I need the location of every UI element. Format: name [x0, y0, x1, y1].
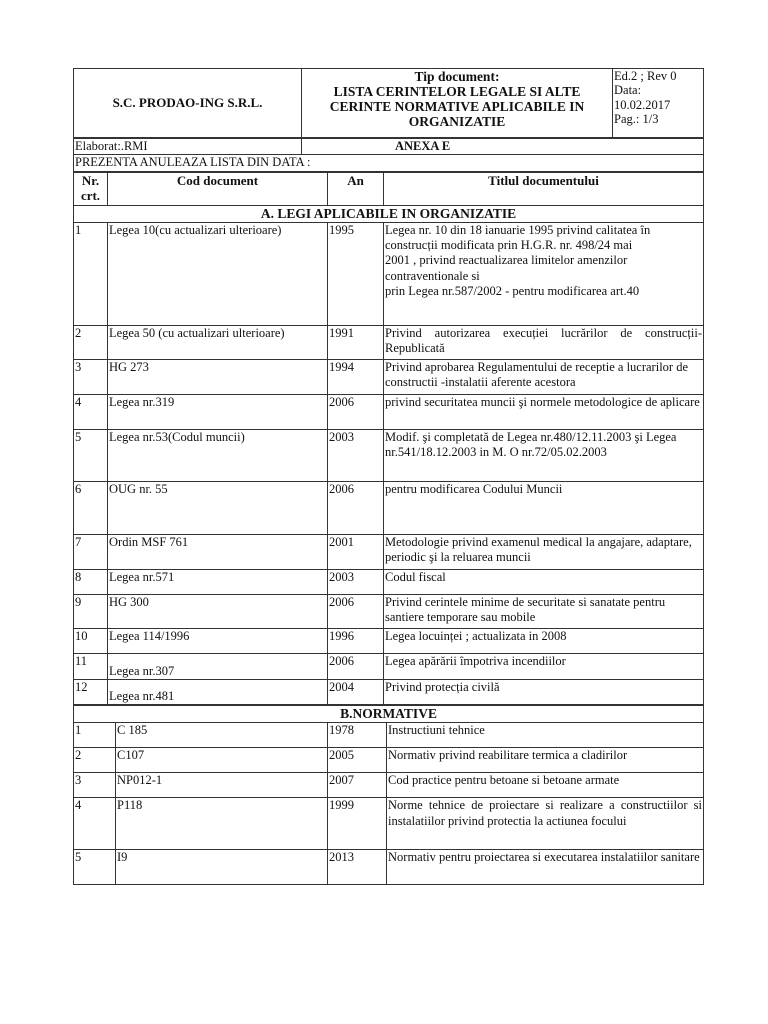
row-titlu: Metodologie privind examenul medical la angajare, adaptare, periodic şi la reluarea muncii [384, 534, 704, 569]
document-title-cell [302, 69, 613, 138]
table-row [74, 569, 704, 594]
row-titlu: Privind protecția civilă [384, 679, 704, 704]
row-cod: Legea nr.319 [108, 394, 328, 429]
table-row [74, 359, 704, 394]
row-titlu: Cod practice pentru betoane si betoane armate [387, 773, 704, 798]
row-cod: P118 [116, 798, 328, 850]
row-nr: 7 [74, 534, 108, 569]
row-titlu: Privind autorizarea execuției lucrărilor de construcții- Republicată [384, 325, 704, 359]
row-cod: Legea 50 (cu actualizari ulterioare) [108, 325, 328, 359]
page-number: Pag.: 1/3 [614, 112, 659, 127]
section-b-table [73, 705, 704, 885]
row-cod: Legea 114/1996 [108, 628, 328, 653]
document-page [73, 68, 703, 885]
row-nr: 2 [74, 325, 108, 359]
row-an: 2003 [328, 569, 384, 594]
column-header-an: An [328, 172, 384, 205]
row-nr: 5 [74, 850, 116, 885]
row-cod: Legea nr.307 [108, 653, 328, 679]
row-titlu-line: 2001 , privind reactualizarea limitelor amenzilor contraventionale si [385, 253, 628, 283]
table-row [74, 534, 704, 569]
row-titlu: pentru modificarea Codului Muncii [384, 481, 704, 534]
table-row [74, 679, 704, 704]
annuls-text: PREZENTA ANULEAZA LISTA DIN DATA : [74, 155, 704, 171]
row-cod: HG 300 [108, 594, 328, 628]
table-row [74, 394, 704, 429]
row-an: 1978 [328, 723, 387, 748]
row-cod: I9 [116, 850, 328, 885]
table-row [74, 325, 704, 359]
row-nr: 9 [74, 594, 108, 628]
row-cod: Legea 10(cu actualizari ulterioare) [108, 222, 328, 325]
row-titlu: Norme tehnice de proiectare si realizare a constructiilor si instalatiilor privind protectia la actiunea focului [387, 798, 704, 850]
annex-label: ANEXA E [302, 139, 704, 155]
row-an: 2006 [328, 481, 384, 534]
table-row [74, 653, 704, 679]
row-titlu: Normativ pentru proiectarea si executarea instalatiilor sanitare [387, 850, 704, 885]
table-row [74, 723, 704, 748]
row-an: 2007 [328, 773, 387, 798]
row-titlu-line: prin Legea nr.587/2002 - pentru modificarea art.40 [385, 283, 640, 298]
row-an: 1996 [328, 628, 384, 653]
column-header-nr: Nr. crt. [74, 172, 108, 205]
table-row [74, 594, 704, 628]
row-an: 2006 [328, 653, 384, 679]
header-table [73, 68, 704, 138]
row-an: 2003 [328, 429, 384, 481]
column-header-titlu: Titlul documentului [384, 172, 704, 205]
table-row [74, 429, 704, 481]
date-label: Data: [614, 83, 642, 98]
annex-table [73, 138, 704, 172]
row-an: 2006 [328, 594, 384, 628]
elaborat: Elaborat:.RMI [74, 139, 302, 155]
edition: Ed.2 ; Rev 0 [614, 69, 677, 83]
row-nr: 5 [74, 429, 108, 481]
row-nr: 12 [74, 679, 108, 704]
table-row [74, 798, 704, 850]
row-cod: Legea nr.571 [108, 569, 328, 594]
row-nr: 6 [74, 481, 108, 534]
company-name: S.C. PRODAO-ING S.R.L. [74, 69, 302, 138]
row-cod: C 185 [116, 723, 328, 748]
row-nr: 1 [74, 723, 116, 748]
row-titlu: Instructiuni tehnice [387, 723, 704, 748]
section-a-table [73, 172, 704, 705]
table-row [74, 481, 704, 534]
row-titlu: privind securitatea muncii şi normele metodologice de aplicare [384, 394, 704, 429]
row-nr: 8 [74, 569, 108, 594]
table-row [74, 773, 704, 798]
column-header-cod: Cod document [108, 172, 328, 205]
row-titlu [384, 222, 704, 325]
row-an: 1991 [328, 325, 384, 359]
table-row [74, 748, 704, 773]
row-an: 2005 [328, 748, 387, 773]
table-row [74, 628, 704, 653]
row-nr: 3 [74, 773, 116, 798]
row-titlu: Modif. şi completată de Legea nr.480/12.11.2003 şi Legea nr.541/18.12.2003 in M. O nr.72/05.02.2003 [384, 429, 704, 481]
row-nr: 4 [74, 798, 116, 850]
row-an: 2006 [328, 394, 384, 429]
row-nr: 3 [74, 359, 108, 394]
section-b-title: B.NORMATIVE [74, 705, 704, 722]
row-cod: Legea nr.481 [108, 679, 328, 704]
row-an: 2001 [328, 534, 384, 569]
row-cod: HG 273 [108, 359, 328, 394]
table-row [74, 850, 704, 885]
row-an: 2004 [328, 679, 384, 704]
row-an: 2013 [328, 850, 387, 885]
row-cod: OUG nr. 55 [108, 481, 328, 534]
row-cod: NP012-1 [116, 773, 328, 798]
table-row [74, 222, 704, 325]
row-nr: 10 [74, 628, 108, 653]
row-an: 1995 [328, 222, 384, 325]
row-titlu: Codul fiscal [384, 569, 704, 594]
row-nr: 4 [74, 394, 108, 429]
doc-title: LISTA CERINTELOR LEGALE SI ALTE CERINTE NORMATIVE APLICABILE IN ORGANIZATIE [329, 84, 585, 130]
row-an: 1999 [328, 798, 387, 850]
row-titlu-line: Legea nr. 10 din 18 ianuarie 1995 privind calitatea în construcții modificata prin H.G.R. nr. 498/24 mai [385, 222, 651, 253]
row-nr: 2 [74, 748, 116, 773]
row-cod: C107 [116, 748, 328, 773]
row-titlu: Legea apărării împotriva incendiilor [384, 653, 704, 679]
row-titlu: Privind cerintele minime de securitate si sanatate pentru santiere temporare sau mobile [384, 594, 704, 628]
doc-type-label: Tip document: [414, 69, 500, 84]
row-cod: Legea nr.53(Codul muncii) [108, 429, 328, 481]
row-an: 1994 [328, 359, 384, 394]
row-titlu: Normativ privind reabilitare termica a cladirilor [387, 748, 704, 773]
row-titlu: Privind aprobarea Regulamentului de receptie a lucrarilor de constructii -instalatii aferente acestora [384, 359, 704, 394]
row-titlu: Legea locuinței ; actualizata in 2008 [384, 628, 704, 653]
row-nr: 1 [74, 222, 108, 325]
row-nr: 11 [74, 653, 108, 679]
date-value: 10.02.2017 [614, 97, 671, 112]
row-cod: Ordin MSF 761 [108, 534, 328, 569]
section-a-title: A. LEGI APLICABILE IN ORGANIZATIE [74, 205, 704, 222]
document-meta-cell [613, 69, 704, 138]
